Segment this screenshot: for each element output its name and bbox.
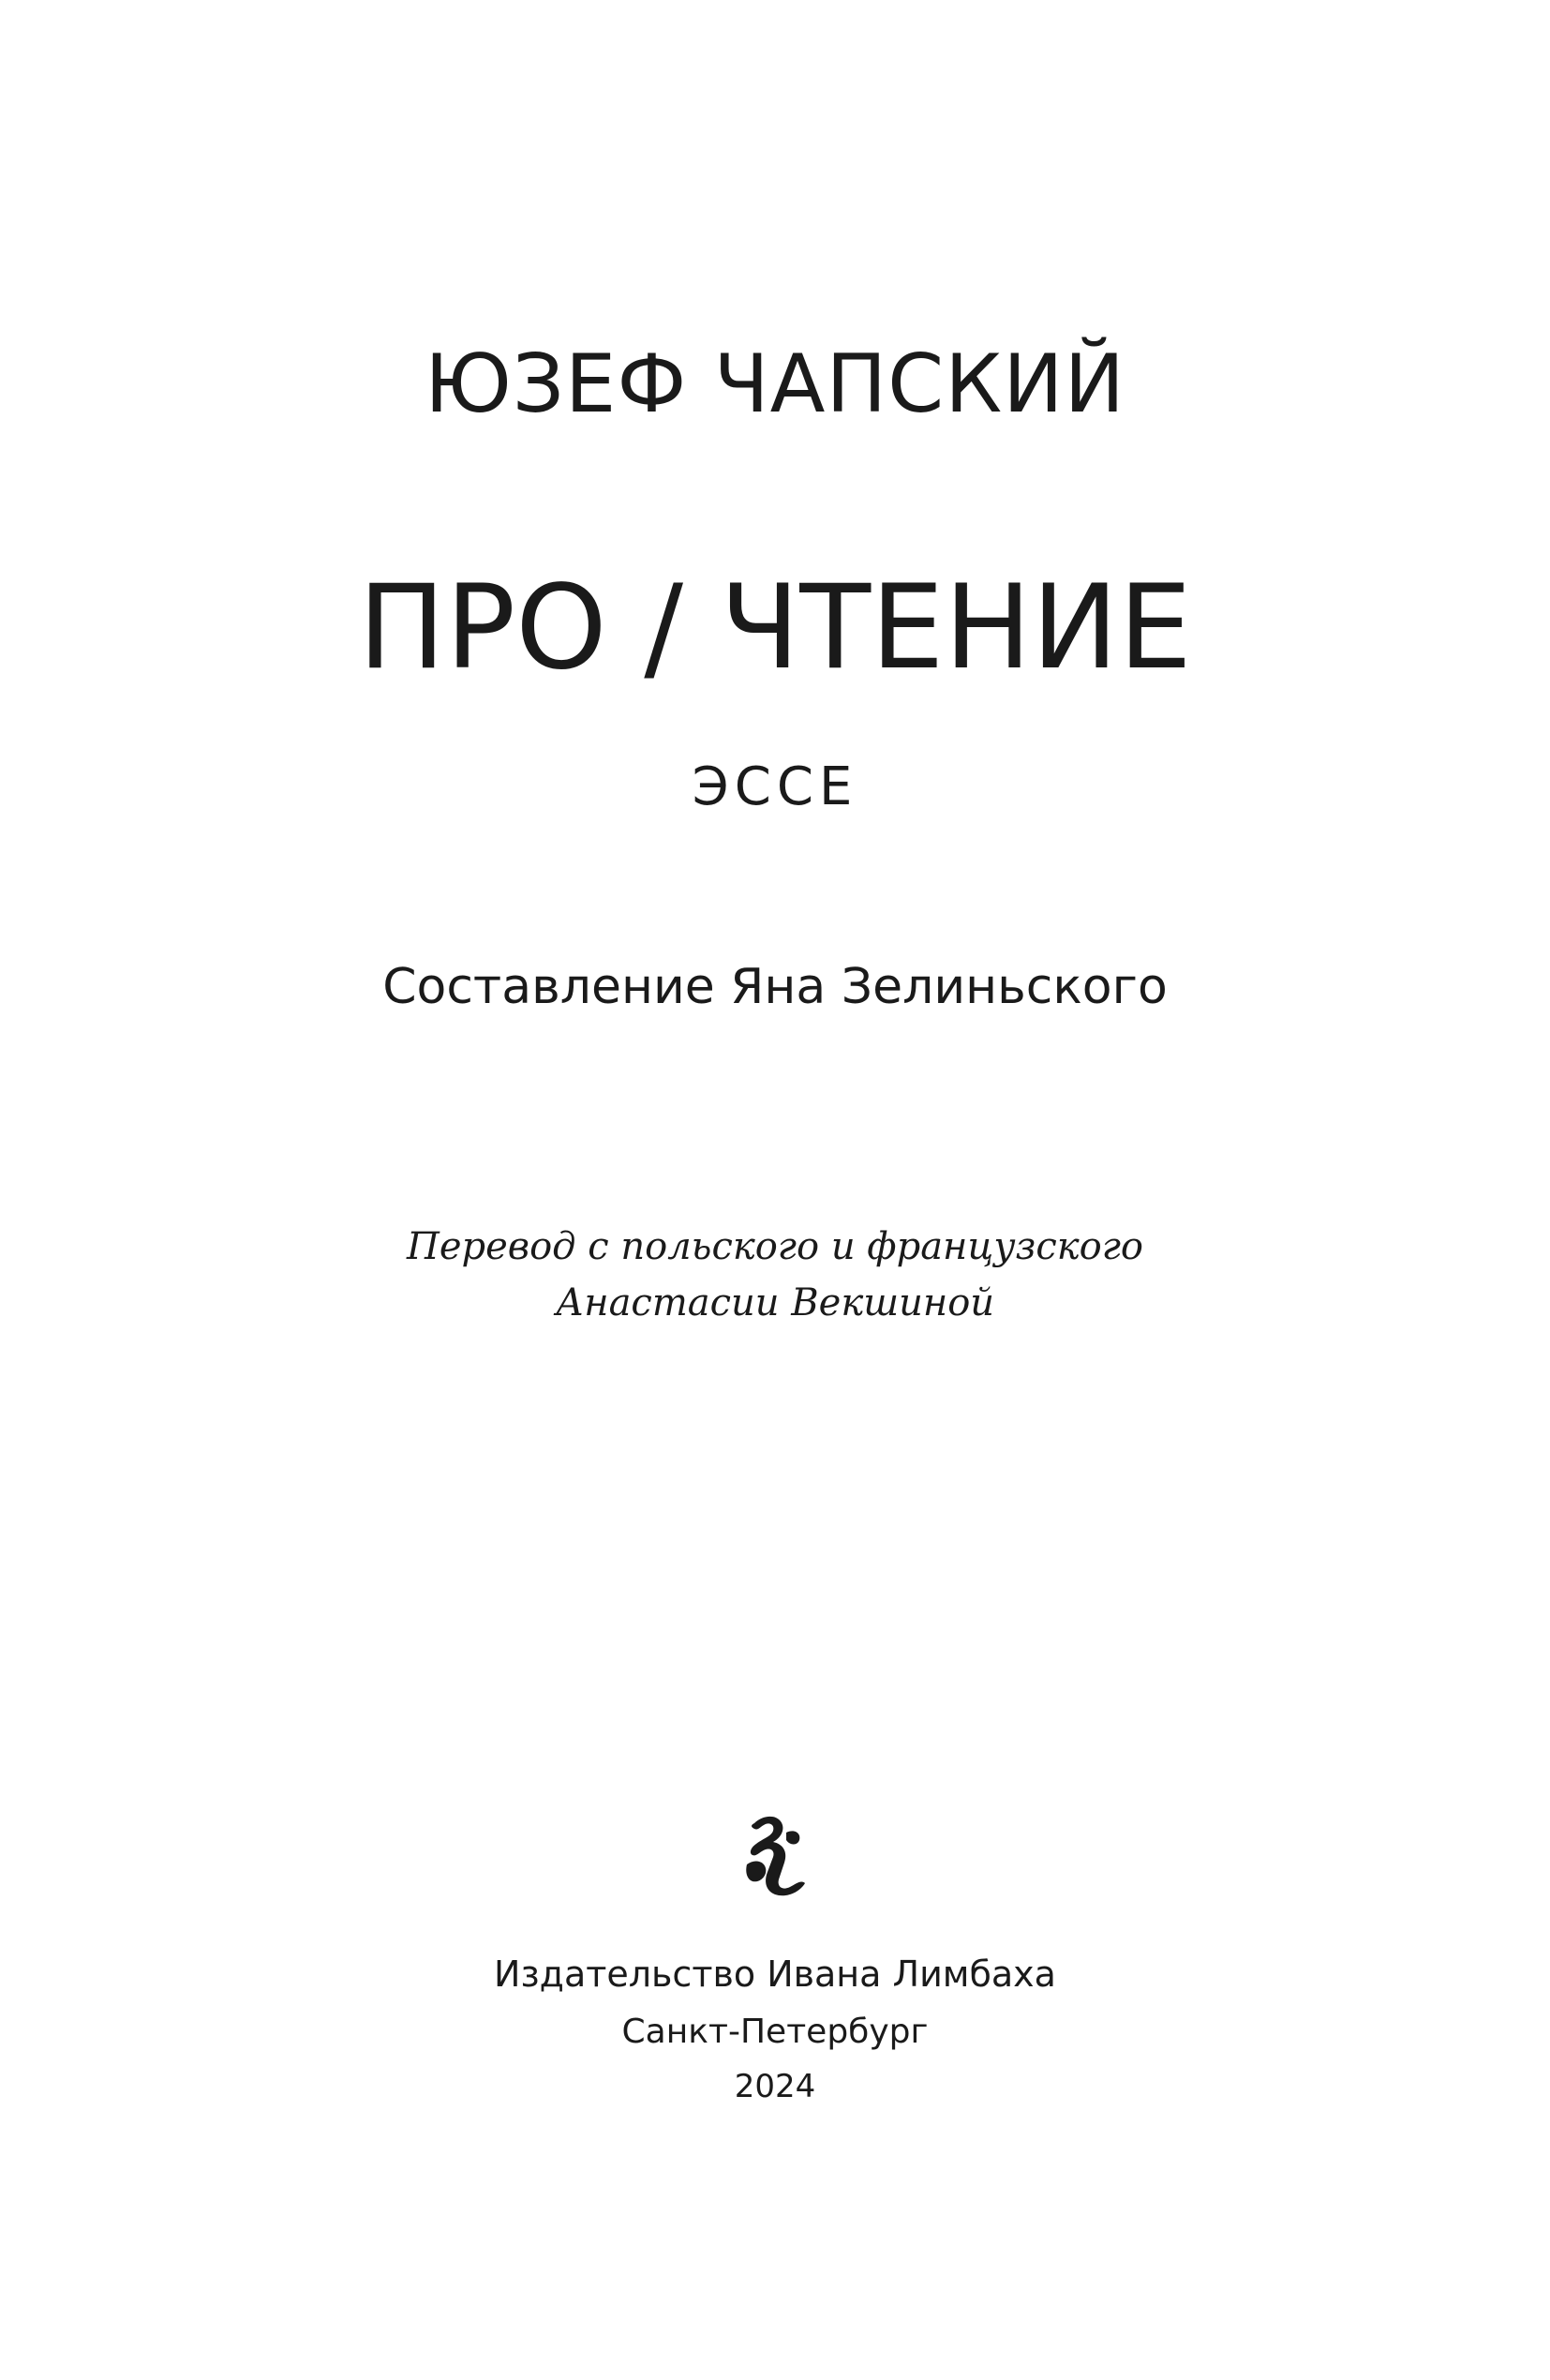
publication-year: 2024 (734, 2068, 816, 2105)
publisher-name: Издательство Ивана Лимбаха (494, 1953, 1056, 1995)
translation-credit-line-1: Перевод с польского и французского (406, 1225, 1144, 1268)
publisher-monogram-icon (743, 1814, 811, 1898)
translation-credit-line-2: Анастасии Векшиной (555, 1281, 995, 1325)
author-name: ЮЗЕФ ЧАПСКИЙ (425, 337, 1125, 431)
publication-city: Санкт-Петербург (621, 2013, 929, 2051)
genre-label: ЭССЕ (692, 756, 858, 817)
compiler-credit: Составление Яна Зелиньского (382, 959, 1168, 1015)
book-title: ПРО / ЧТЕНИЕ (358, 561, 1192, 696)
